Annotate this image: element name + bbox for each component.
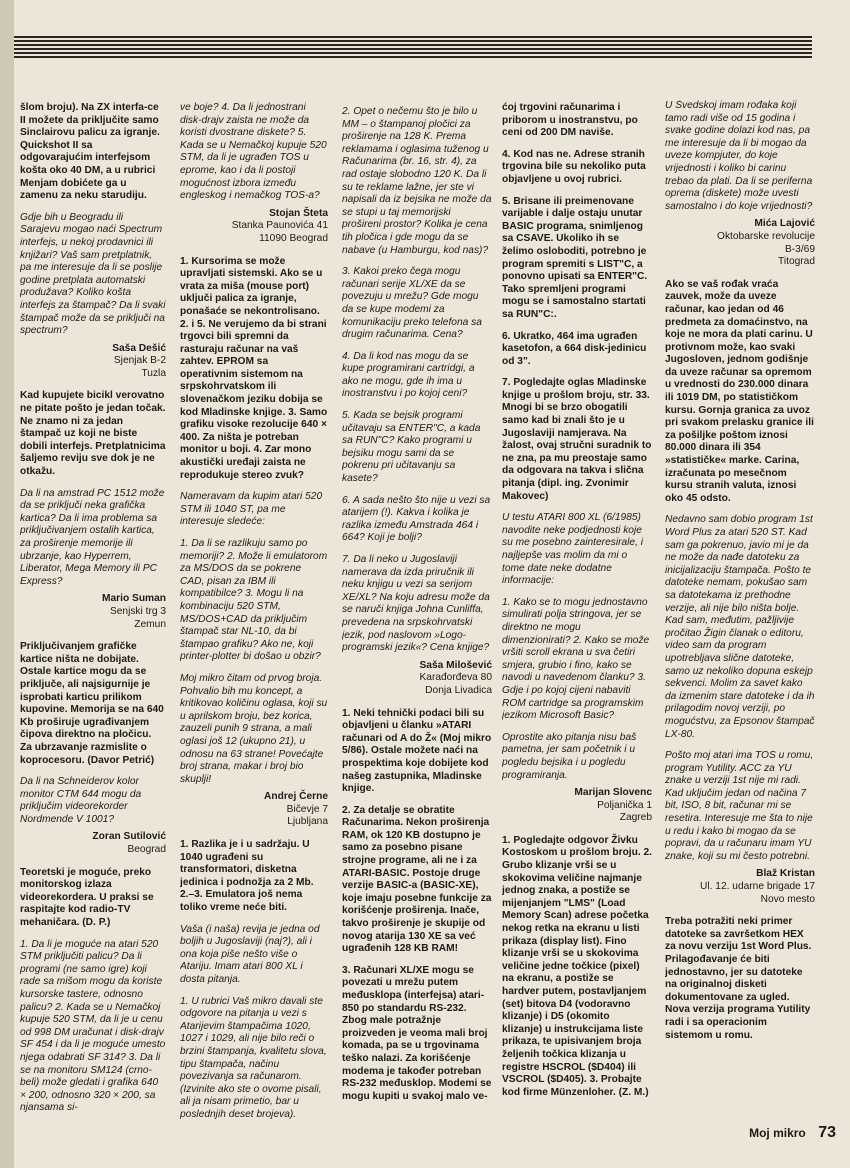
reader-question: U Švedskoj imam rođaka koji tamo radi više od 15 godina i svake godine dolazi kod nas, pa me interesuje da li bi mogao da uveze kompjuter, do koje vrijednosti i koliko bi carinu trebao da plati. Da li se periferna oprema (diskete) može uvesti samostalno i do koje vrijednosti? bbox=[665, 100, 813, 212]
text-column-2 bbox=[180, 102, 328, 1131]
signature-address-line: B-3/69 bbox=[784, 243, 815, 255]
reader-question: Oprostite ako pitanja nisu baš pametna, jer sam početnik i u pogledu bejsika i u pogledu programiranja. bbox=[502, 731, 637, 781]
signature-address-line: Zagreb bbox=[619, 812, 652, 824]
reader-question: 1. Da li se razlikuju samo po memoriji? 2. Može li emulatorom za MS/DOS da se pokrene CAD, pisan za IBM ili kompatibilce? 3. Mogu li na kombinaciju 520 STM, MS/DOS+CAD da priključim štampač star NL-10, da bi štampao grafiku? Ako ne, koji printer-plotter bi došao u obzir? bbox=[180, 538, 328, 663]
reader-question: Vaša (i naša) revija je jedna od boljih u Jugoslaviji (naj?), ali i ona koja piše nešto više o Atariju. Imam atari 800 XL i dosta pitanja. bbox=[180, 923, 320, 985]
signature-address-line: Ul. 12. udarne brigade 17 bbox=[700, 881, 815, 893]
editor-answer: 2. Za detalje se obratite Računarima. Nekon proširenja RAM, ok 120 KB dostupno je samo za posebno pisane strojne programe, ali ne i za ATARI-BASIC. Postoje druge verzije BASIC-a (BASIC-XE), koje imaju posebne funkcije za korišćenje proširenja. Inače, takvo proširenje je skupije od novog atarija 130 XE sa već ugrađenih 128 KB RAM! bbox=[342, 804, 492, 955]
editor-answer: Teoretski je moguće, preko monitorskog izlaza videorekordera. U praksi se raspitajte kod radio-TV mehaničara. (D. P.) bbox=[20, 866, 154, 929]
reader-question: 1. Kako se to mogu jednostavno simulirati polja stringova, jer se direktno ne mogu dimenzionirati? 2. Kako se može vršiti scroll ekrana u sva četiri smjera, grubio i fino, kako se navodi u navedenom članku? 3. Gdje i po kojoj cijeni nabaviti ROM cartridge sa programskim jezikom Microsoft Basic? bbox=[502, 596, 650, 722]
signature-address-line: Beograd bbox=[127, 844, 166, 856]
signature-address-line: Sjenjak B-2 bbox=[113, 355, 166, 367]
reader-question: U testu ATARI 800 XL (6/1985) navodite neke podjednosti koje su me posebno zainteresirale, i najljepše vas molim da mi o tome date neke dodatne informacije: bbox=[502, 512, 644, 587]
signature-name: Saša Milošević bbox=[419, 659, 492, 671]
reader-question: 2. Opet o nečemu što je bilo u MM – o štampanoj pločici za proširenje na 128 K. Prema reklamama i oglasima tuženog u Računarima (br. 16, str. 4), za rad ostaje slobodno 120 K. Da li su te reklame lažne, jer ste vi napisali da iz bejsika ne može da se stupi u taj memorijski prošireni prostor? Kolika je cena tih pločica i gde mogu da se nabave (u Hamburgu, kod nas)? bbox=[342, 106, 492, 256]
reader-question: Da li na Schneiderov kolor monitor CTM 644 mogu da priključim videorekorder Nordmende V 1001? bbox=[20, 776, 142, 825]
editor-answer: 5. Brisane ili preimenovane varijable i dalje ostaju unutar BASIC programa, snimljenog sa CSAVE. Ukoliko ih se želimo osloboditi, potrebno je program spremiti s LIST"C, a ponovno upisati sa ENTER"C. Tako spremljeni programi mogu se i samostalno startati sa RUN"C:. bbox=[502, 195, 648, 320]
signature-name: Mario Suman bbox=[102, 593, 166, 605]
reader-question: 1. Da li je moguće na atari 520 STM priključiti palicu? Da li programi (ne samo igre) koji rade sa mišom mogu da koriste kursorske tastere, odnosno palicu? 2. Kada se u Nemačkoj kupuje 520 STM, da li je u cenu od 998 DM uračunat i disk-drajv SF 454 i da li je moguće umesto njega odabrati SF 314? 3. Da li se na monitoru SM124 (crno-beli) može gledati i grafika 640 × 200, odnosno 320 × 200, sa njansama si- bbox=[20, 938, 166, 1114]
reader-question: 7. Da li neko u Jugoslaviji namerava da izda priručnik ili neku knjigu u vezi sa serijom XE/XL? Na koju adresu može da se naruči knjiga Johna Cunliffa, prevedena na srpskohrvatski jezik, pod naslovom »Logo-programski jezik«? Cena knjige? bbox=[342, 554, 490, 654]
letter-signature bbox=[180, 791, 328, 829]
reader-question: 4. Da li kod nas mogu da se kupe programirani cartridgi, a ako ne mogu, gde ih ima u inostranstvu i po kojoj ceni? bbox=[342, 350, 475, 400]
signature-address-line: Tuzla bbox=[141, 367, 166, 379]
letter-signature bbox=[20, 593, 166, 631]
reader-question: Nedavno sam dobio program 1st Word Plus za atari 520 ST. Kad sam ga pokrenuo, javio mi je da ne može da nađe datoteku za inicijalizaciju štampača. Pošto te datoteke nemam, pokušao sam sa datotekama iz prethodne verzije, ali nije bilo ništa bolje. Kad sam, međutim, pažljivije pročitao Žigin članak o editoru, video sam da program upotrebljava slične datoteke, samo uz nekoliko dopuna eskejp sekvenci. Molim za savet kako da izmenim stare datoteke i da ih prilagodim novoj verziji, po mogućstvu, za Epsonov štampač LX-80. bbox=[665, 514, 815, 740]
editor-answer: 6. Ukratko, 464 ima ugrađen kasetofon, a 664 disk-jedinicu od 3". bbox=[502, 330, 647, 367]
page-footer bbox=[749, 1124, 836, 1142]
signature-address-line: Poljanička 1 bbox=[597, 799, 652, 811]
magazine-name: Moj mikro bbox=[749, 1126, 806, 1140]
editor-answer: 1. Kursorima se može upravljati sistemski. Ako se u vrata za miša (mouse port) uključi palica za igranje, ponašaće se nekontrolisano. 2. i 5. Ne verujemo da bi strani trgovci bili spremni da rasturaju računar na vaš zahtev. EPROM sa operativnim sistemom na srpskohrvatskom ili slovenačkom jeziku dobija se kod Mladinske knjige. 3. Samo grafiku visoke rezolucije 640 × 400. Za ništa je potreban monitor u boji. 4. Zar mono akustički uređaji zaista ne reprodukuje stereo zvuk? bbox=[180, 255, 328, 481]
signature-address-line: Senjski trg 3 bbox=[109, 605, 166, 617]
reader-question: Moj mikro čitam od prvog broja. Pohvalio bih mu koncept, a kritikovao količinu oglasa, koji su u aprilskom broju, bez korica, zauzeli punih 9 strana, a mali oglasi još 12 (ukupno 21), u odnosu na 63 strane! Povećajte broj strana, makar i broj bio skuplji! bbox=[180, 672, 328, 785]
signature-address-line: Zemun bbox=[134, 618, 166, 630]
letter-signature bbox=[665, 218, 815, 268]
signature-address-line: Ljubljana bbox=[287, 816, 328, 828]
signature-address-line: Titograd bbox=[778, 256, 815, 268]
editor-answer: Treba potražiti neki primer datoteke sa završetkom HEX za novu verziju 1st Word Plus. Prilagođavanje će biti jednostavno, jer su datoteke na originalnoj disketi dokumentovane za ugled. Nova verzija programa Yutility radi i sa operacionim sistemom u romu. bbox=[665, 916, 812, 1041]
signature-address-line: Novo mesto bbox=[760, 893, 815, 905]
editor-answer: Ako se vaš rođak vraća zauvek, može da uveze računar, kao jedan od 46 predmeta za domaćinstvo, na koje ne mora da plati carinu. U protivnom može, kao svaki Jugosloven, jednom godišnje da uveze računar sa opremom u vrednosti do 230.000 dinara ili 1019 DM, po statističkom kursu. Gornja granica za uvoz pri svakom prelasku granice ili za pošiljke poštom iznosi 80.000 dinara ili 354 »statističke« marke. Carina, izračunata po mesečnom kursu stranih valuta, iznosi oko 45 odsto. bbox=[665, 278, 814, 504]
reader-question: 5. Kada se bejsik programi učitavaju sa ENTER"C, a kada sa RUN"C? Kako programi u bejsiku mogu sami da se pokrenu pri učitavanju sa kasete? bbox=[342, 410, 481, 485]
editor-answer: 7. Pogledajte oglas Mladinske knjige u prošlom broju, str. 33. Mnogi bi se brzo obogatili samo kad bi znali što je u Jugoslaviji namjerava. Na žalost, ovaj stručni suradnik to ne zna, pa mu preostaje samo da odgovara na takva i slična pitanja (dipl. ing. Zvonimir Makovec) bbox=[502, 377, 652, 502]
reader-question: 1. U rubrici Vaš mikro davali ste odgovore na pitanja u vezi s Atarijevim štampačima 1020, 1027 i 1029, ali nije bilo reči o brzini štampanja, kvalitetu slova, tipu štampača, načinu povezivanja sa računarom. (Izvinite ako ste o ovome pisali, ali ja nisam primetio, bar u poslednjih deset brojeva). bbox=[180, 995, 327, 1120]
editor-answer: 3. Računari XL/XE mogu se povezati u mrežu putem međusklopa (interfejsa) atari-850 po standardu RS-232. Zbog male potražnje proizveden je veoma mali broj komada, pa se u trgovinama teško nalazi. Za korišćenje modema je također potreban RS-232 međusklop. Modemi se mogu kupiti u svakoj malo ve- bbox=[342, 964, 492, 1102]
letter-signature bbox=[20, 831, 166, 856]
letter-signature bbox=[342, 660, 492, 698]
text-column-1 bbox=[20, 102, 166, 1124]
signature-address-line: Bičevje 7 bbox=[286, 803, 328, 815]
signature-name: Blaž Kristan bbox=[756, 868, 815, 880]
editor-answer: 4. Kod nas ne. Adrese stranih trgovina bile su nekoliko puta objavljene u ovoj rubrici. bbox=[502, 148, 646, 185]
letter-signature bbox=[502, 787, 652, 825]
reader-question: 6. A sada nešto što nije u vezi sa atarijem (!). Kakva i kolika je razlika između Amstrada 464 i 664? Koji je bolji? bbox=[342, 494, 491, 544]
header-stripes bbox=[14, 36, 812, 60]
signature-name: Marijan Slovenc bbox=[574, 787, 652, 799]
editor-answer: Priključivanjem grafičke kartice ništa ne dobijate. Ostale kartice mogu da se priključe, ali najsigurnije je isprobati karticu prilikom kupovine. Memorija se na 640 Kb proširuje ugrađivanjem čipova direktno na pločicu. Za ubrzavanje razmislite o koprocesoru. (Davor Petrić) bbox=[20, 641, 164, 766]
reader-question: Pošto moj atari ima TOS u romu, program Yutility. ACC za YU znake u verziji 1st nije mi radi. Kad uključim jedan od načina 7 bit, ISO, 8 bit, računar mi se resetira. Interesuje me šta to nije u redu i kako bi mogao da se popravi, da u računaru imam YU znake, koji su mi često potrebni. bbox=[665, 750, 814, 862]
editor-answer: šlom broju). Na ZX interfa-ce II možete da priključite samo Sinclairovu palicu za igranje. Quickshot II sa odgovarajućim interfejsom košta oko 40 DM, a u rubrici Menjam dobićete ga u zamenu za neku starudiju. bbox=[20, 102, 160, 202]
signature-name: Andrej Černe bbox=[264, 791, 328, 803]
page-number: 73 bbox=[818, 1124, 836, 1141]
editor-answer: 1. Razlika je i u sadržaju. U 1040 ugrađeni su transformatori, disketna jedinica i podnožja za 2 Mb. 2.–3. Emulatora još nema toliko vreme neće biti. bbox=[180, 839, 314, 914]
reader-question: ve boje? 4. Da li jednostrani disk-drajv zaista ne može da koristi dvostrane diskete? 5. Kada se u Nemačkoj kupuje 520 STM, da li je ugrađen TOS u eprome, kao i da li postoji mogućnost izbora između engleskog i nemačkog TOS-a? bbox=[180, 102, 327, 202]
letter-signature bbox=[665, 868, 815, 906]
editor-answer: Kad kupujete bicikl verovatno ne pitate pošto je jedan točak. Ne znamo ni za jedan štampač uz koji ne biste dobili interfejs. Pretplatnicima šaljemo reviju sve dok je ne otkažu. bbox=[20, 390, 166, 478]
signature-address-line: 11090 Beograd bbox=[259, 232, 328, 244]
editor-answer: ćoj trgovini računarima i priborom u inostranstvu, po ceni od 200 DM naviše. bbox=[502, 102, 638, 139]
editor-answer: 1. Neki tehnički podaci bili su objavljeni u članku »ATARI računari od A do Ž« (Moj mikro 5/86). Ostale možete naći na prospektima koje dobijete kod našeg zastupnika, Mladinske knjige. bbox=[342, 707, 492, 795]
signature-address-line: Stanka Paunovića 41 bbox=[231, 220, 328, 232]
reader-question: Gdje bih u Beogradu ili Sarajevu mogao naći Spectrum interfejs, u nekoj prodavnici ili knjižari? Vaš sam pretplatnik, pa me interesuje da li se poslije godine pretplata automatski produžava? Koliko košta interfejs za štampač? Da li svaki štampač može da se priključi na spectrum? bbox=[20, 211, 166, 337]
text-column-4 bbox=[502, 102, 652, 1108]
letter-signature bbox=[180, 208, 328, 246]
signature-address-line: Karađorđeva 80 bbox=[419, 672, 492, 684]
signature-name: Saša Dešić bbox=[112, 342, 166, 354]
reader-question: Da li na amstrad PC 1512 može da se priključi neka grafička kartica? Da li ima problema sa priključivanjem ostalih kartica, za proširenje memorije ili ubrzanje, kao Hyperrem, Liberator, Mega Memory ili PC Express? bbox=[20, 487, 165, 587]
text-column-3 bbox=[342, 106, 492, 1112]
signature-name: Stojan Šteta bbox=[269, 207, 328, 219]
text-column-5 bbox=[665, 100, 815, 1051]
reader-question: 3. Kakoi preko čega mogu računari serije XL/XE da se povezuju u mrežu? Gde mogu da se kupe modemi za komunikaciju preko telefona sa drugim računarima. Cena? bbox=[342, 266, 482, 341]
signature-address-line: Donja Livadica bbox=[425, 684, 492, 696]
signature-address-line: Oktobarske revolucije bbox=[717, 230, 815, 242]
editor-answer: 1. Pogledajte odgovor Živku Kostoskom u prošlom broju. 2. Grubo klizanje vrši se u skokovima veličine najmanje jednog znaka, a postiže se mijenjanjem "LMS" (Load Memory Scan) adrese početka nekog retka na ekranu u listi prikaza (display list). Fino klizanje vrši se u skokovima veličine jedne točkice (pixel) na ekranu, a postiže se hardver putem, postavljanjem (set) bitova D4 (vodoravno klizanje) i D5 (okomito klizanje) u instrukcijama liste prikaza, te upisivanjem broja željenih točkica klizanja u registre HSCROL ($D404) ili VSCROL ($D405). 3. Probajte kod firme Münzenloher. (Z. M.) bbox=[502, 834, 652, 1098]
reader-question: Nameravam da kupim atari 520 STM ili 1040 ST, pa me interesuje sledeće: bbox=[180, 491, 323, 528]
signature-name: Mića Lajović bbox=[754, 218, 815, 230]
binding-edge bbox=[0, 0, 14, 1168]
signature-name: Zoran Sutilović bbox=[92, 831, 166, 843]
letter-signature bbox=[20, 343, 166, 381]
